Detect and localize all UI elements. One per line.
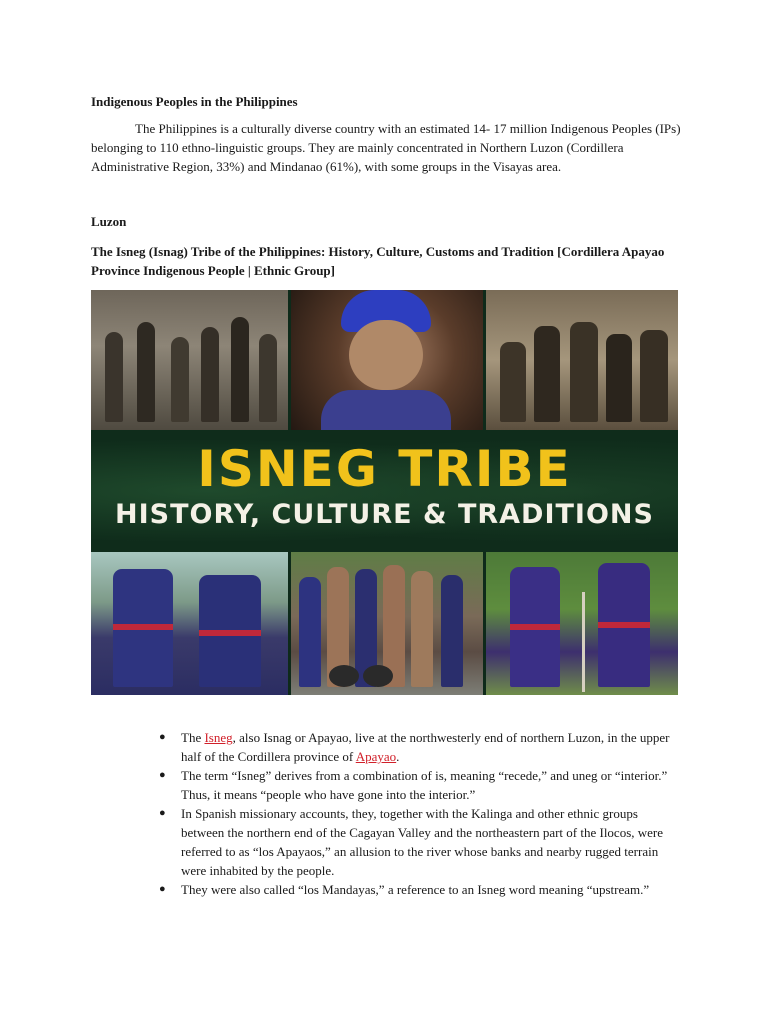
list-item (155, 728, 675, 766)
historic-group-photo (91, 290, 288, 430)
list-item (155, 880, 675, 899)
banner-subtitle: HISTORY, CULTURE & TRADITIONS (115, 499, 654, 530)
traditional-dancers-photo (91, 552, 288, 695)
elder-portrait-photo (291, 290, 483, 430)
list-item-text: They were also called “los Mandayas,” a reference to an Isneg word meaning “upstream.” (181, 882, 650, 897)
tribe-group-photo (291, 552, 483, 695)
list-item (155, 766, 675, 804)
bullet-icon: ● (159, 769, 166, 781)
list-item-text: The term “Isneg” derives from a combination of is, meaning “recede,” and uneg or “interior.” Thus, it means “people who have gone into the interior.” (181, 768, 668, 802)
article-title: The Isneg (Isnag) Tribe of the Philippines: History, Culture, Customs and Tradition [Cordillera Apayao Province Indigenous People | Ethnic Group] (91, 244, 665, 278)
list-item (155, 804, 675, 880)
bullet-icon: ● (159, 731, 166, 743)
bullet-icon: ● (159, 807, 166, 819)
intro-text: The Philippines is a culturally diverse country with an estimated 14- 17 million Indigenous Peoples (IPs) belonging to 110 ethno-linguistic groups. They are mainly concentrated in Northern Luzon (Cordillera Administrative Region, 33%) and Mindanao (61%), with some groups in the Visayas area. (91, 121, 681, 174)
intro-paragraph (91, 119, 681, 176)
document-title: Indigenous Peoples in the Philippines (91, 94, 298, 109)
bullet-icon: ● (159, 883, 166, 895)
banner-title: ISNEG TRIBE (197, 440, 572, 498)
list-item-text: In Spanish missionary accounts, they, together with the Kalinga and other ethnic groups between the northern end of the Cagayan Valley and the northeastern part of the Ilocos, were referred to as “los Apayaos,” an allusion to the river whose banks and nearby rugged terrain were inhabited by the people. (181, 806, 664, 878)
section-heading-luzon: Luzon (91, 214, 127, 229)
dancers-with-staffs-photo (486, 552, 678, 695)
list-item-text: , also Isnag or Apayao, live at the northwesterly end of northern Luzon, in the upper half of the Cordillera province of (181, 730, 670, 764)
isneg-tribe-banner-image (91, 290, 678, 695)
isneg-link[interactable]: Isneg (204, 730, 233, 745)
list-item-text: The (181, 730, 205, 745)
list-item-text: . (396, 749, 400, 764)
historic-family-photo (486, 290, 678, 430)
apayao-link[interactable]: Apayao (355, 749, 397, 764)
isneg-facts-list (155, 728, 675, 899)
